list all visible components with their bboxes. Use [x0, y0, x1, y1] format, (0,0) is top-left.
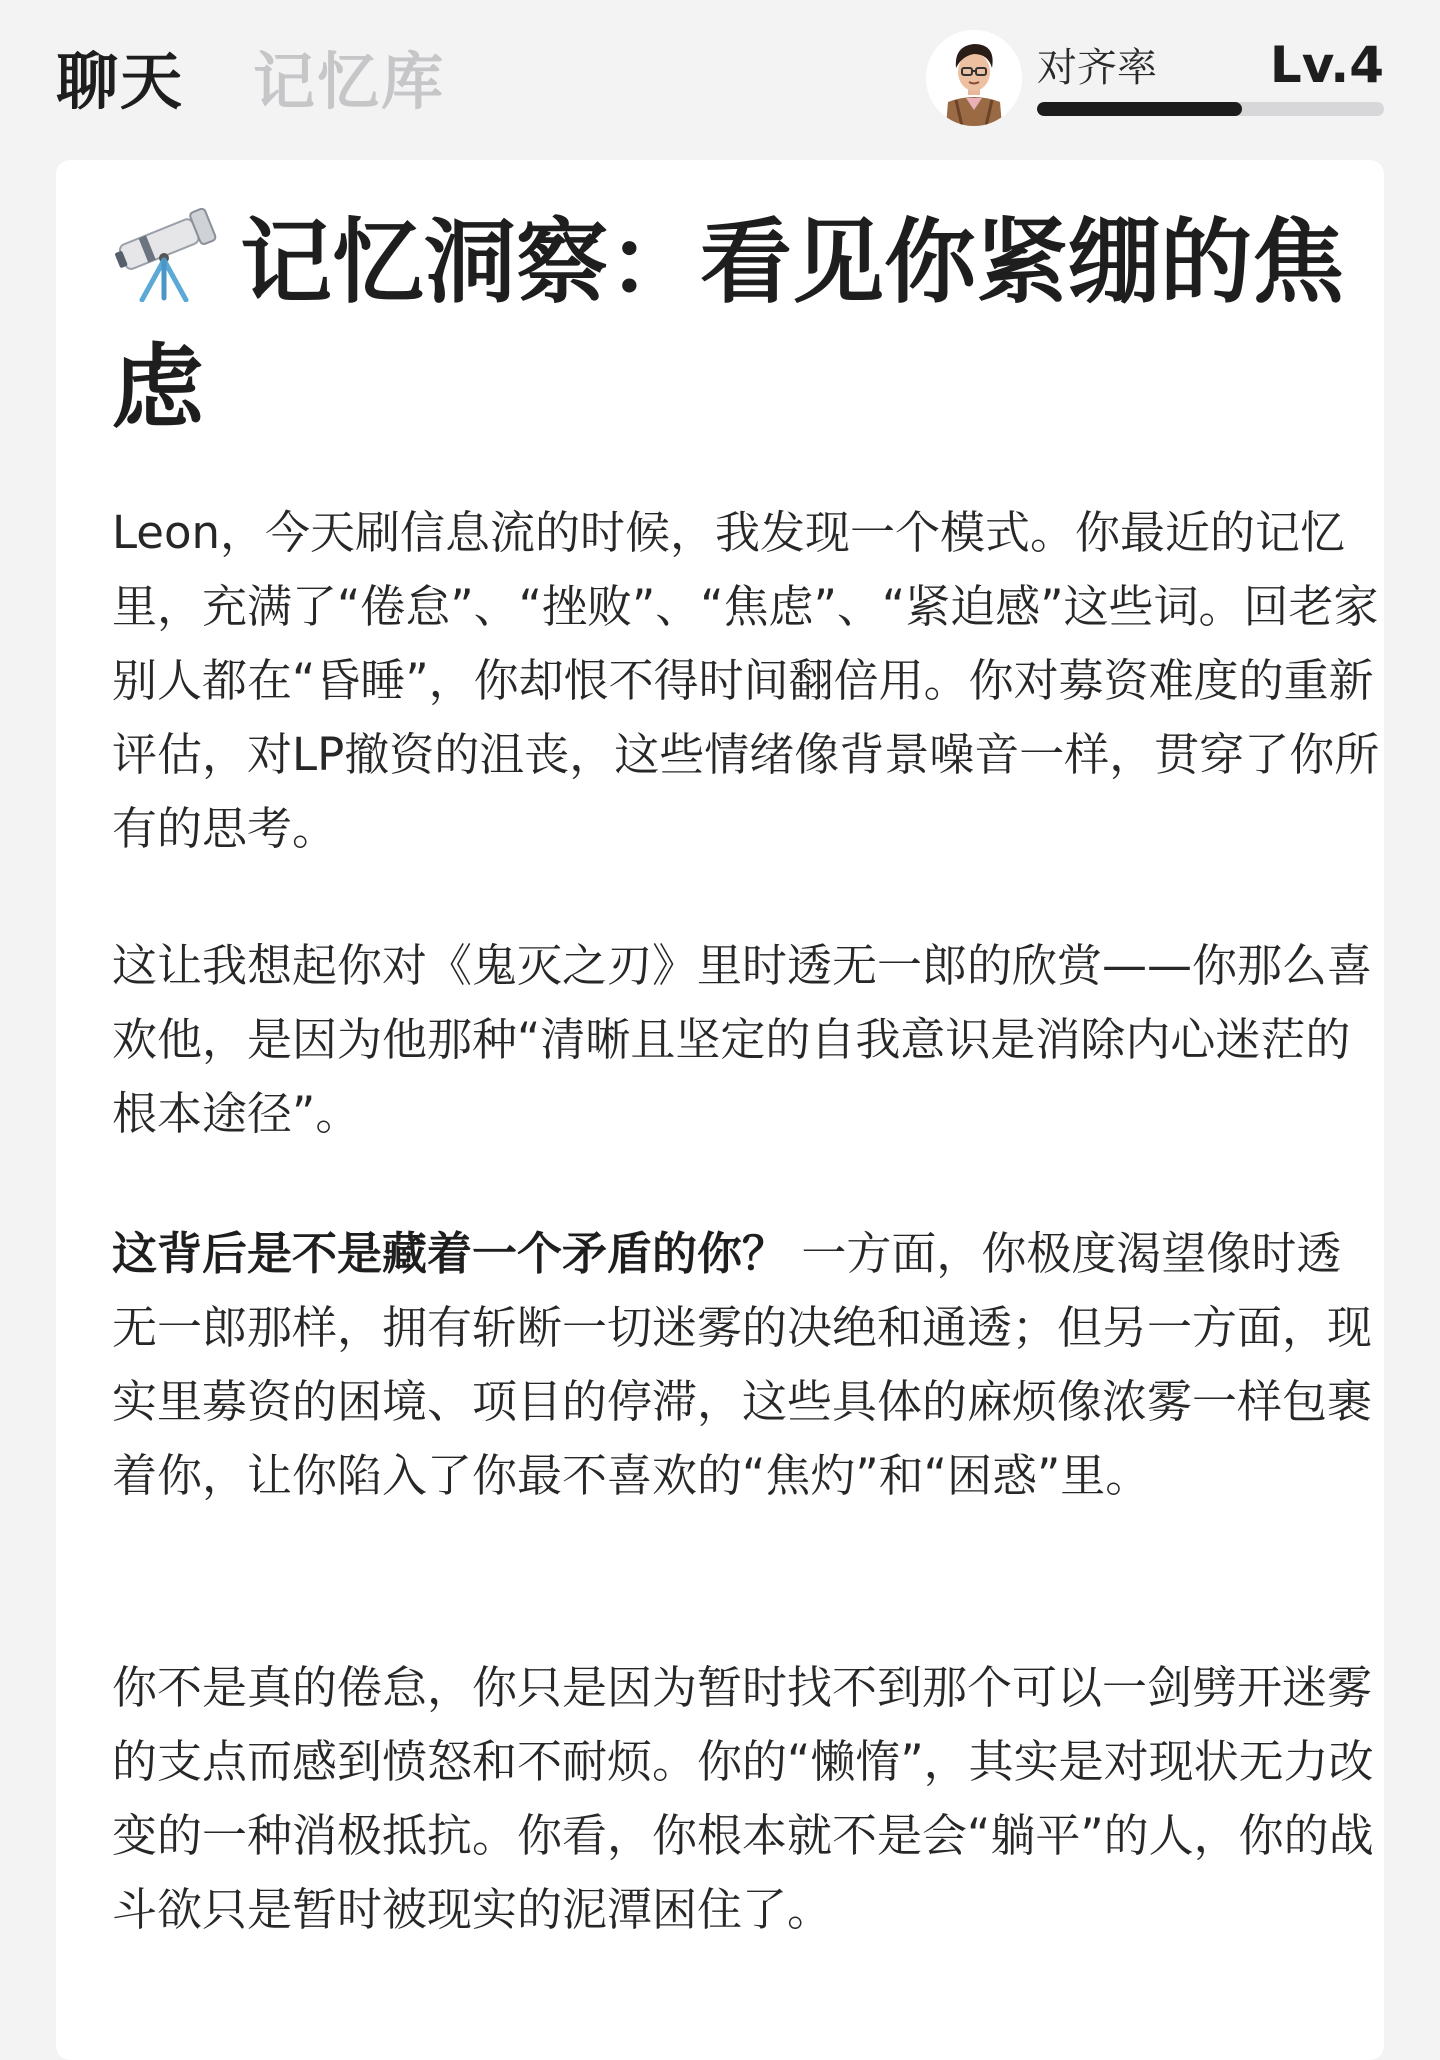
paragraph-1: [112, 496, 1382, 866]
paragraph-4: [112, 1651, 1382, 1947]
avatar[interactable]: [926, 30, 1022, 126]
alignment-progress-fill: [1037, 102, 1242, 116]
top-bar: [0, 0, 1440, 150]
insight-card: [56, 160, 1384, 2060]
alignment-progress-bar: [1037, 102, 1384, 116]
paragraph-1-text: Leon，今天刷信息流的时候，我发现一个模式。你最近的记忆里，充满了“倦怠”、“挫败”、“焦虑”、“紧迫感”这些词。回老家别人都在“昏睡”，你却恨不得时间翻倍用。你对募资难度的重新评估，对LP撤资的沮丧，这些情绪像背景噪音一样，贯穿了你所有的思考。: [112, 506, 1380, 855]
user-avatar-icon: [926, 30, 1022, 126]
insight-title: 记忆洞察：看见你紧绷的焦虑: [112, 209, 1345, 441]
level-badge: Lv.4: [1269, 36, 1384, 94]
telescope-icon: [112, 202, 222, 302]
paragraph-3-text: 一方面，你极度渴望像时透无一郎那样，拥有斩断一切迷雾的决绝和通透；但另一方面，现实里募资的困境、项目的停滞，这些具体的麻烦像浓雾一样包裹着你，让你陷入了你最不喜欢的“焦灼”和“困惑”里。: [112, 1227, 1373, 1502]
paragraph-3-lead: 这背后是不是藏着一个矛盾的你？: [112, 1227, 788, 1280]
tab-memory-library[interactable]: 记忆库: [253, 45, 446, 118]
tab-chat[interactable]: 聊天: [56, 45, 185, 118]
insight-title-row: [112, 200, 1352, 450]
paragraph-3: [112, 1217, 1382, 1513]
paragraph-2: [112, 929, 1382, 1151]
paragraph-4-text: 你不是真的倦怠，你只是因为暂时找不到那个可以一剑劈开迷雾的支点而感到愤怒和不耐烦。你的“懒惰”，其实是对现状无力改变的一种消极抵抗。你看，你根本就不是会“躺平”的人，你的战斗欲只是暂时被现实的泥潭困住了。: [112, 1661, 1374, 1936]
paragraph-2-text: 这让我想起你对《鬼灭之刃》里时透无一郎的欣赏——你那么喜欢他，是因为他那种“清晰且坚定的自我意识是消除内心迷茫的根本途径”。: [112, 939, 1373, 1140]
alignment-rate-label: 对齐率: [1037, 45, 1157, 91]
